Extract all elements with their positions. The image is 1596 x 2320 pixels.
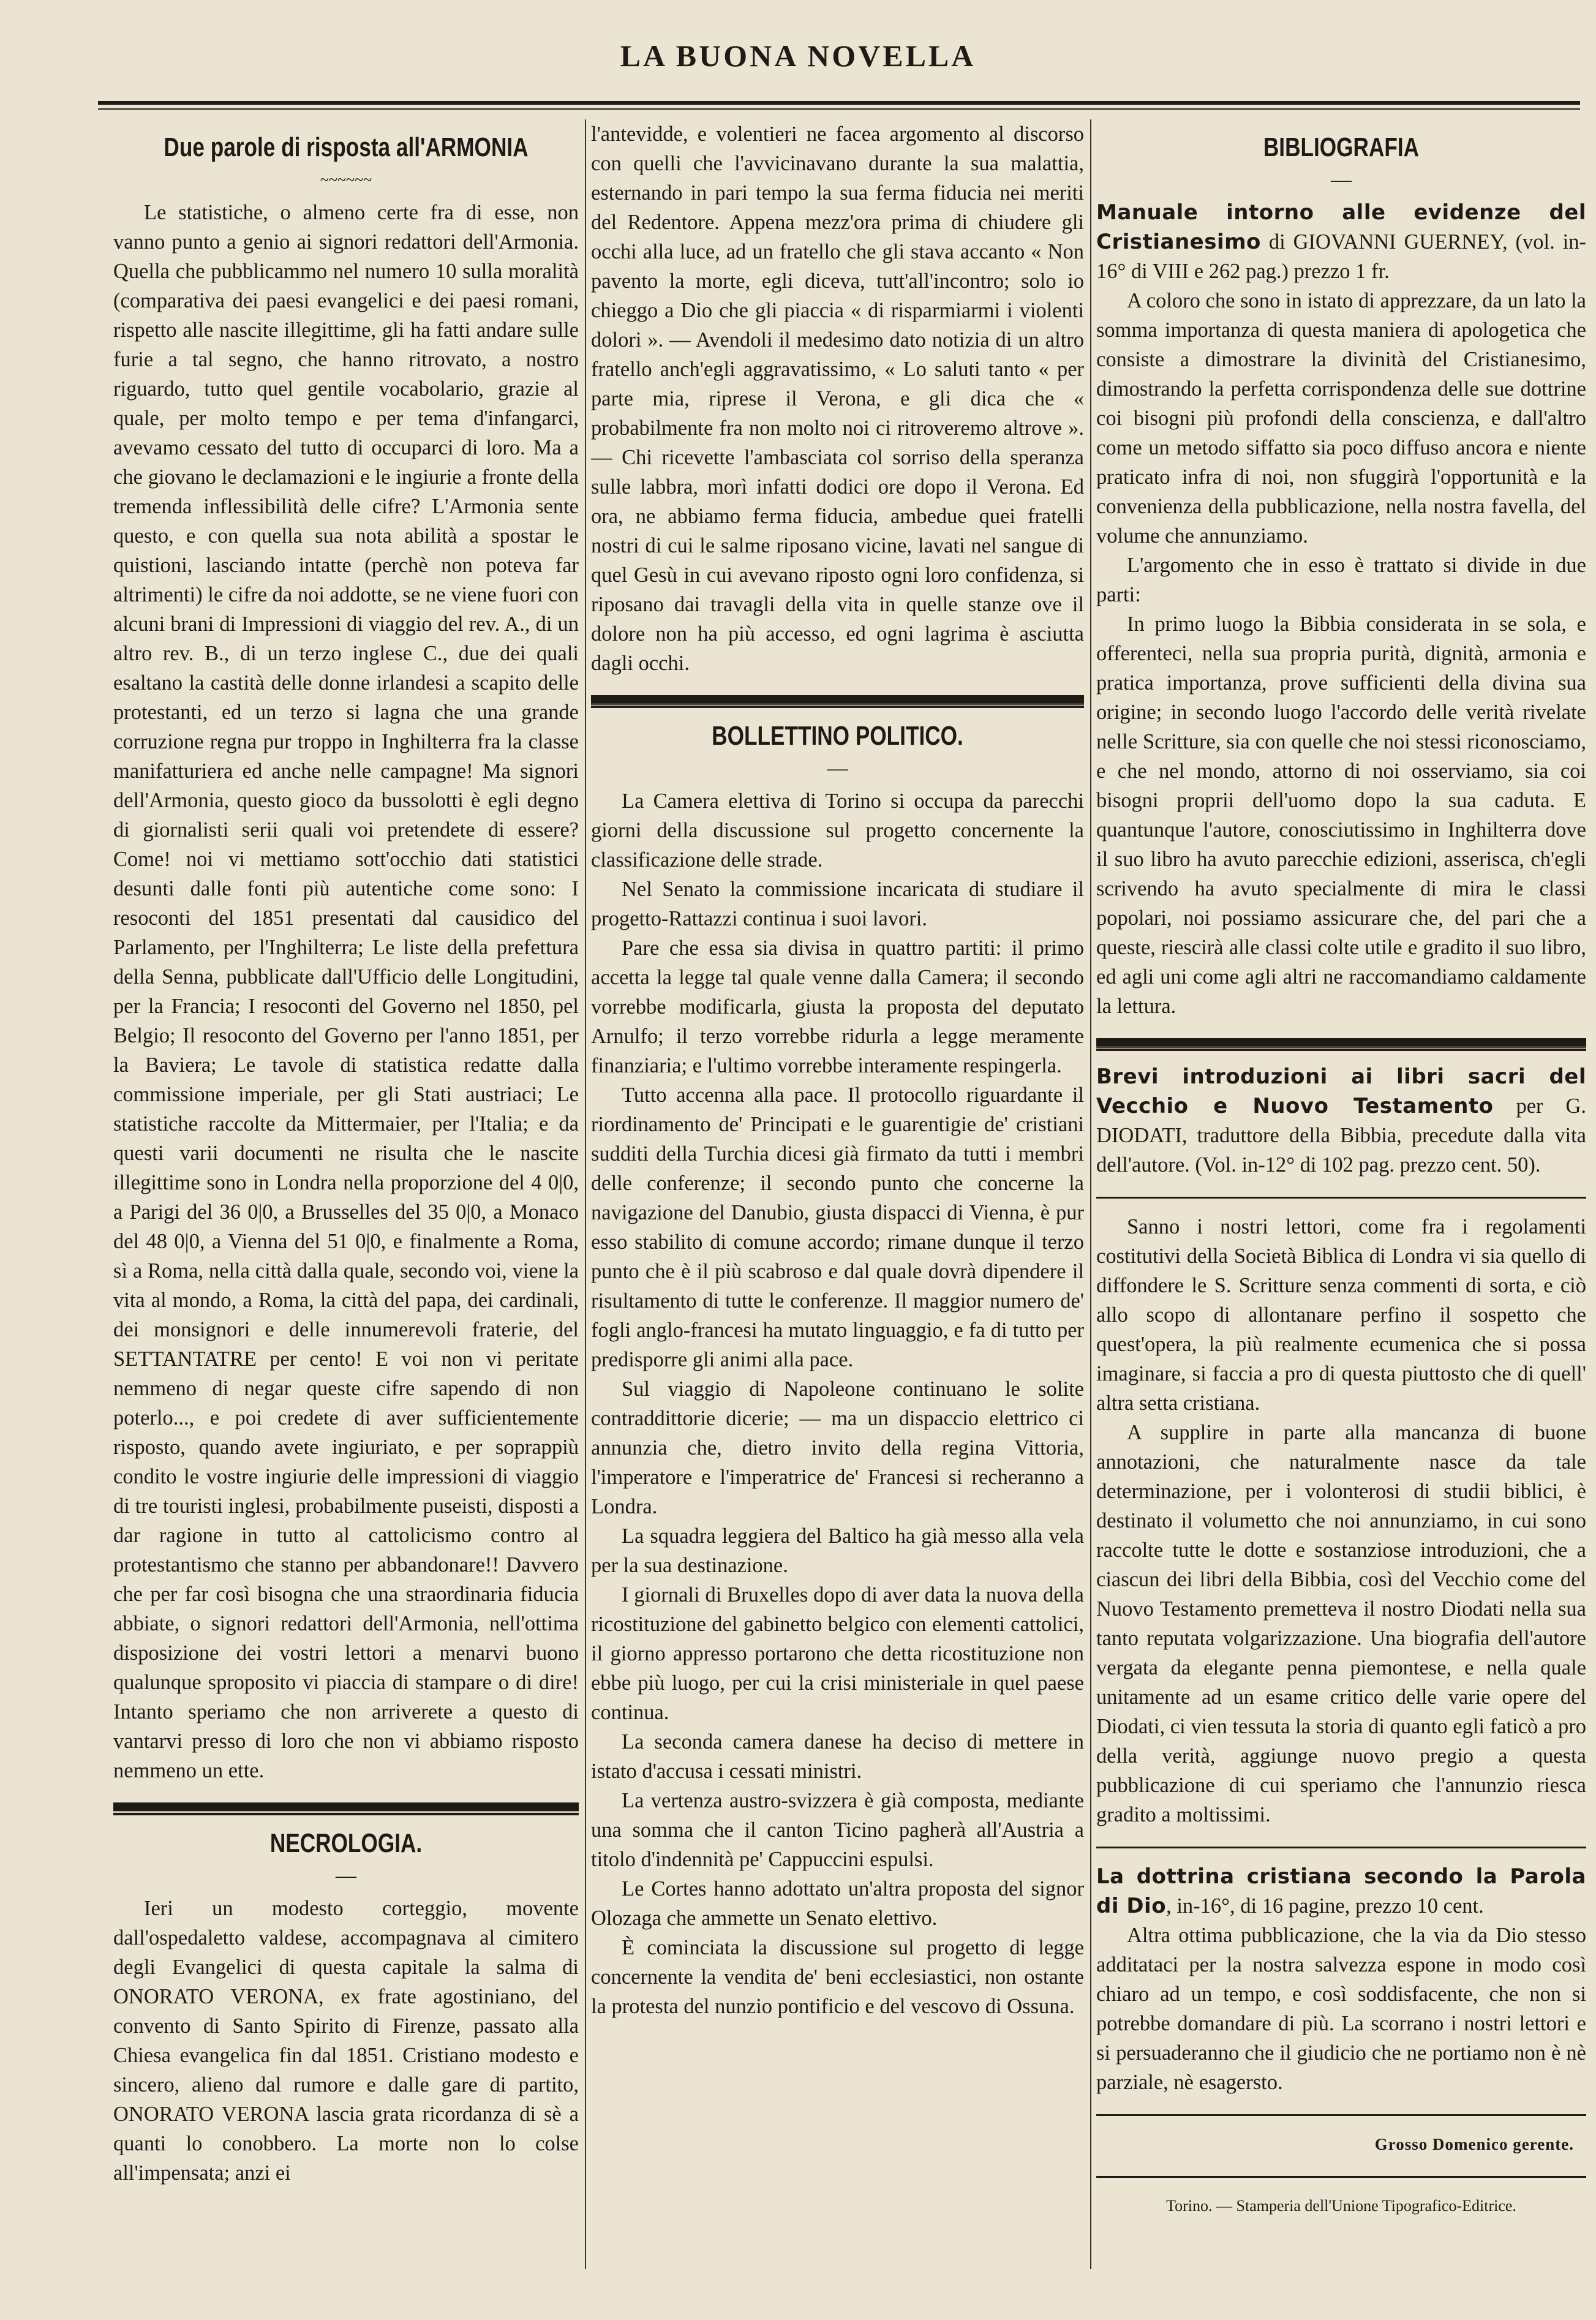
book-review-para: Altra ottima pubblicazione, che la via da Dio stesso additataci per la nostra salvezza espone in modo così chiaro ad un tempo, e così soddisfacente, che non si potrebbe domandare di più. La scorrano i nostri lettori e si persuaderanno che il giudicio che ne portiamo non è nè parziale, nè esagersto.	[1096, 1924, 1586, 2094]
book-review-para: A coloro che sono in istato di apprezzare, da un lato la somma importanza di questa maniera di apologetica che consiste a dimostrare la divinità del Cristianesimo, dimostrando la perfetta corrispondenza delle sue dottrine coi bisogni più profondi della conscienza, e dall'altro come un metodo siffatto sia poco diffuso ancora e niente praticato infra di noi, non sfuggirà l'opportunità e la convenienza della pubblicazione, nella nostra favella, del volume che annunziamo.	[1096, 289, 1586, 548]
section-rule	[591, 695, 1084, 706]
entry-rule	[1096, 1197, 1586, 1199]
entry-rule	[1096, 1847, 1586, 1848]
book-entry-3-heading	[1096, 1862, 1586, 1921]
column-divider-2	[1090, 119, 1091, 2269]
bollettino-para: La Camera elettiva di Torino si occupa da parecchi giorni della discussione sul progetto concernente la classificazione delle strade.	[591, 789, 1084, 872]
entry-rule	[1096, 2114, 1586, 2116]
book-title: Manuale intorno alle evidenze del Cristianesimo	[1096, 200, 1586, 254]
gerente-signature: Grosso Domenico gerente.	[1374, 2135, 1574, 2153]
bollettino-title: BOLLETTINO POLITICO.	[712, 721, 963, 751]
bollettino-para: Sul viaggio di Napoleone continuano le solite contraddittorie dicerie; — ma un dispaccio elettrico ci annunzia che, dietro invito della regina Vittoria, l'imperatore e l'imperatrice de' Francesi si recheranno a Londra.	[591, 1377, 1084, 1518]
bibliografia-title: BIBLIOGRAFIA	[1263, 132, 1420, 162]
bollettino-para: La squadra leggiera del Baltico ha già messo alla vela per la sua destinazione.	[591, 1524, 1084, 1577]
necrologia-title: NECROLOGIA.	[269, 1828, 423, 1858]
column-2	[591, 119, 1084, 2288]
bollettino-dash: —	[827, 757, 848, 780]
column-1	[113, 119, 579, 2288]
article-body-armonia: Le statistiche, o almeno certe fra di esse, non vanno punto a genio ai signori redattori dell'Armonia. Quella che pubblicammo nel numero 10 sulla moralità (comparativa dei paesi evangelici e dei paesi romani, rispetto alle nascite illegittime, gli ha fatti andare sulle furie a tal segno, che hanno ritrovato, a nostro riguardo, tutto quel gentile vocabolario, grazie al quale, per molto tempo e per tema d'infangarci, avevamo cessato del tutto di occuparci di loro. Ma a che giovano le declamazioni e le ingiurie a fronte della tremenda inflessibilità delle cifre? L'Armonia sente questo, e con quella sua nota abilità a spostar le quistioni, lasciando intatte (perchè non poteva far altrimenti) le cifre da noi addotte, se ne viene fuori con alcuni brani di Impressioni di viaggio del rev. A., di un altro rev. B., di un terzo inglese C., due dei quali esaltano la castità delle donne irlandesi a scapito delle protestanti, ed un terzo si lagna che una grande corruzione regna pur troppo in Inghilterra fra la classe manifatturiera ed anche nelle campagne! Ma signori dell'Armonia, questo gioco da bussolotti è egli degno di giornalisti serii quali voi pretendete di essere? Come! noi vi mettiamo sott'occhio dati statistici desunti dalle fonti più autentiche come sono: I resoconti del 1851 presentati dal causidico del Parlamento, per l'Inghilterra; Le liste della prefettura della Senna, pubblicate dall'Ufficio delle Longitudini, per la Francia; I resoconti del Governo nel 1850, pel Belgio; Il resoconto del Governo per l'anno 1851, per la Baviera; Le tavole di statistica redatte dalla commissione imperiale, per gli Stati austriaci; Le statistiche raccolte da Mittermaier, per l'Italia; e da questi varii documenti ne risulta che le nascite illegittime sono in Londra nella proporzione del 4 0|0, a Parigi del 36 0|0, a Brusselles del 35 0|0, a Monaco del 48 0|0, a Vienna del 51 0|0, e finalmente a Roma, sì a Roma, nella città dalla quale, secondo voi, viene la vita al mondo, a Roma, la città del papa, dei cardinali, dei monsignori e delle innumerevoli fraterie, del SETTANTATRE per cento! E voi non vi peritate nemmeno di negar queste cifre sapendo di non poterlo..., e poi credete di aver sufficientemente risposto, quando avete ingiuriato, e per soprappiù condito le vostre ingiurie delle impressioni di viaggio di tre touristi inglesi, probabilmente puseisti, disposti a dar ragione in tutto al cattolicismo contro al protestantismo che stanno per abbandonare!! Davvero che per far così bisogna che una straordinaria fiducia abbiate, o signori redattori dell'Armonia, nell'ottima disposizione dei vostri lettori a menarvi buono qualunque sproposito vi piaccia di stampare o di dire! Intanto speriamo che non arriverete a questo di vantarvi presso di loro che non vi abbiamo risposto nemmeno un ette.	[113, 201, 579, 1782]
column-divider-1	[585, 119, 586, 2269]
ornament: ~~~~~~	[320, 171, 372, 189]
article-title-armonia: Due parole di risposta all'ARMONIA	[164, 132, 529, 162]
book-info: , in-16°, di 16 pagine, prezzo 10 cent.	[1166, 1894, 1484, 1918]
bollettino-para: Tutto accenna alla pace. Il protocollo riguardante il riordinamento de' Principati e le guarentigie de' cristiani sudditi della Turchia dicesi già firmato da tutti i membri delle conferenze; il secondo punto che concerne la navigazione del Danubio, giusta dispacci di Vienna, è pur esso stabilito di comune accordo; rimane dunque il terzo punto che è il più scabroso e dal quale dovrà dipendere il risultamento di tutte le conferenze. Il maggior numero de' fogli anglo-francesi ha mutato linguaggio, e fa di tutto per predisporre gli animi alla pace.	[591, 1083, 1084, 1371]
bollettino-para: Pare che essa sia divisa in quattro partiti: il primo accetta la legge tal quale venne dalla Camera; il secondo vorrebbe modificarla, giusta la proposta del deputato Arnulfo; il terzo vorrebbe ridurla a legge meramente finanziaria; e l'ultimo vorrebbe interamente respingerla.	[591, 936, 1084, 1077]
necrologia-body: Ieri un modesto corteggio, movente dall'ospedaletto valdese, accompagnava al cimitero degli Evangelici di questa capitale la salma di ONORATO VERONA, ex frate agostiniano, del convento di Santo Spirito di Firenze, passato alla Chiesa evangelica fin dal 1851. Cristiano modesto e sincero, alieno dal rumore e dalle gare di partito, ONORATO VERONA lascia grata ricordanza di sè a quanti lo conobbero. La morte non lo colse all'impensata; anzi ei	[113, 1897, 579, 2185]
necrologia-dash: —	[336, 1864, 356, 1887]
entry-rule	[1096, 2176, 1586, 2178]
section-rule	[1096, 1038, 1586, 1049]
section-rule	[113, 1802, 579, 1813]
book-entry-2-heading	[1096, 1062, 1586, 1180]
book-entry-1-heading	[1096, 198, 1586, 286]
top-rule-thin	[98, 108, 1580, 110]
book-title: Brevi introduzioni ai libri sacri del Vecchio e Nuovo Testamento	[1096, 1064, 1586, 1118]
book-review-para: A supplire in parte alla mancanza di buone annotazioni, che naturalmente nasce da tale determinazione, per i volonterosi di studii biblici, è destinato il volumetto che noi annunziamo, in cui sono raccolte tutte le dotte e sostanziose introduzioni, che a ciascun dei libri della Bibbia, così del Vecchio come del Nuovo Testamento premetteva il nostro Diodati nella sua tanto reputata volgarizzazione. Una biografia dell'autore vergata da elegante penna piemontese, e nella quale unitamente ad un esame critico delle varie opere del Diodati, ci vien tessuta la storia di quanto egli faticò a pro della verità, aggiunge nuovo pregio a questa pubblicazione di cui speriamo che l'annunzio riesca gradito a moltissimi.	[1096, 1421, 1586, 1826]
bollettino-para: La vertenza austro-svizzera è già composta, mediante una somma che il canton Ticino pagherà all'Austria a titolo d'indennità pe' Cappuccini espulsi.	[591, 1789, 1084, 1871]
masthead: LA BUONA NOVELLA	[620, 39, 976, 73]
book-title: La dottrina cristiana secondo la Parola di Dio	[1096, 1864, 1586, 1918]
necrologia-continued: l'antevidde, e volentieri ne facea argomento al discorso con quelli che l'avvicinavano durante la sua malattia, esternando in pari tempo la sua ferma fiducia nei meriti del Redentore. Appena mezz'ora prima di chiudere gli occhi alla luce, ad un fratello che gli stava accanto « Non pavento la morte, egli diceva, tutt'all'incontro; solo io chieggo a Dio che gli piaccia « di risparmiarmi i violenti dolori ». — Avendoli il medesimo dato notizia di un altro fratello anch'egli aggravatissimo, « Lo saluti tanto « per parte mia, riprese il Verona, e gli dica che « probabilmente fra non molto noi ci ritroveremo altrove ». — Chi ricevette l'ambasciata col sorriso della speranza sulle labbra, morì infatti dodici ore dopo il Verona. Ed ora, ne abbiamo ferma fiducia, ambedue quei fratelli nostri di cui le salme riposano vicine, lavati nel sangue di quel Gesù in cui avevano riposto ogni loro confidenza, si riposano dai travagli della vita in quelle stanze ove il dolore non ha più accesso, ed ogni lagrima è asciutta dagli occhi.	[591, 122, 1084, 675]
column-3	[1096, 119, 1586, 2288]
bollettino-para: Le Cortes hanno adottato un'altra proposta del signor Olozaga che ammette un Senato elettivo.	[591, 1877, 1084, 1930]
bibliografia-dash: —	[1331, 168, 1352, 191]
printer-line: Torino. — Stamperia dell'Unione Tipografico-Editrice.	[1166, 2197, 1516, 2215]
bollettino-para: Nel Senato la commissione incaricata di studiare il progetto-Rattazzi continua i suoi lavori.	[591, 878, 1084, 930]
book-info: per G. DIODATI, traduttore della Bibbia, precedute dalla vita dell'autore. (Vol. in-12° di 102 pag. prezzo cent. 50).	[1096, 1094, 1586, 1177]
book-review-para: In primo luogo la Bibbia considerata in se sola, e offerenteci, nella sua propria purità, dignità, armonia e pratica importanza, prove sufficienti della divina sua origine; in secondo luogo l'accordo delle verità rivelate nelle Scritture, sia con quelle che noi stessi riconosciamo, e che nel mondo, attorno di noi osserviamo, sia coi bisogni proprii dell'uomo dopo la sua caduta. E quantunque l'autore, conosciutissimo in Inghilterra dove il suo libro ha avuto parecchie edizioni, asserisca, ch'egli scrivendo ha avuto specialmente di mira le classi popolari, noi possiamo assicurare che, del pari che a queste, riescirà alle classi colte utile e gradito il suo libro, ed agli uni come agli altri ne raccomandiamo caldamente la lettura.	[1096, 612, 1586, 1018]
bollettino-para: È cominciata la discussione sul progetto di legge concernente la vendita de' beni ecclesiastici, non ostante la protesta del nunzio pontificio e del vescovo di Ossuna.	[591, 1936, 1084, 2018]
book-info: di GIOVANNI GUERNEY, (vol. in-16° di VIII e 262 pag.) prezzo 1 fr.	[1096, 230, 1586, 283]
bollettino-para: La seconda camera danese ha deciso di mettere in istato d'accusa i cessati ministri.	[591, 1730, 1084, 1783]
book-review-para: L'argomento che in esso è trattato si divide in due parti:	[1096, 554, 1586, 606]
top-rule	[98, 101, 1580, 105]
bollettino-para: I giornali di Bruxelles dopo di aver data la nuova della ricostituzione del gabinetto belgico con elementi cattolici, il giorno appresso portarono che detta ricostituzione non ebbe più luogo, per cui la crisi ministeriale in quel paese continua.	[591, 1583, 1084, 1724]
book-review-para: Sanno i nostri lettori, come fra i regolamenti costitutivi della Società Biblica di Londra vi sia quello di diffondere le S. Scritture senza commenti di sorta, e ciò allo scopo di allontanare perfino il sospetto che quest'opera, la più realmente ecumenica che si possa imaginare, si faccia a pro di questa piuttosto che di quell' altra setta cristiana.	[1096, 1215, 1586, 1415]
